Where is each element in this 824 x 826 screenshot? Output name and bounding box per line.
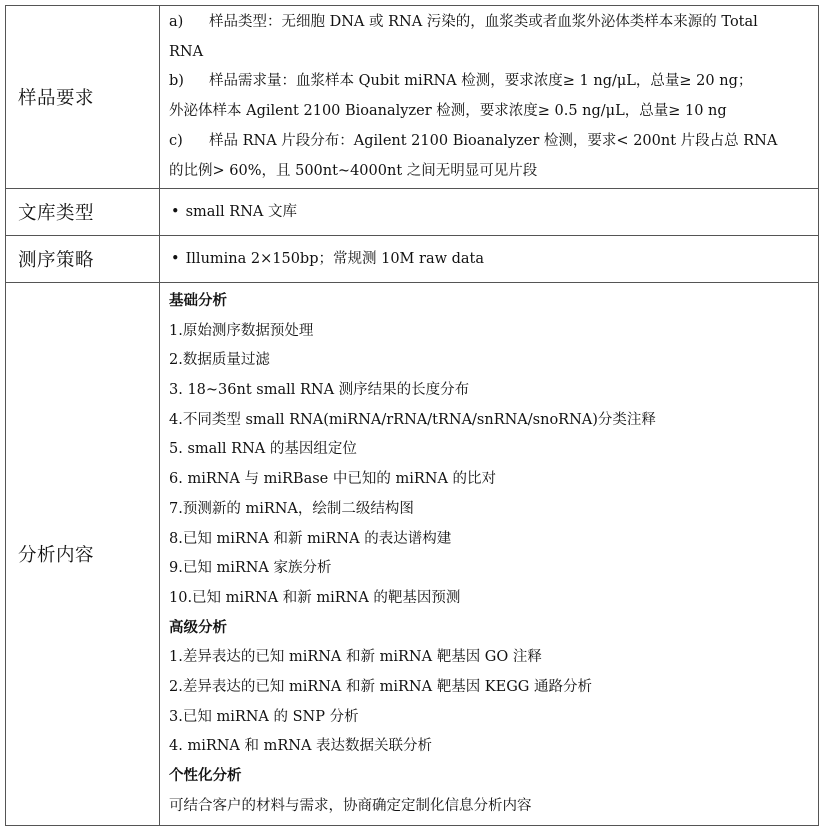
custom-analysis-heading: 个性化分析	[169, 768, 242, 785]
fragment-distribution-text: 样品 RNA 片段分布：Agilent 2100 Bioanalyzer 检测，要求< 200nt 片段占总 RNA	[209, 132, 778, 149]
advanced-item: 3.已知 miRNA 的 SNP 分析	[169, 708, 359, 725]
bullet-icon: •	[171, 204, 180, 221]
spec-table	[5, 5, 819, 826]
row-library-type	[6, 189, 819, 236]
custom-analysis-text: 可结合客户的材料与需求，协商确定定制化信息分析内容	[169, 797, 532, 814]
label-sequencing-strategy: 测序策略	[6, 236, 160, 283]
bullet-icon: •	[171, 251, 180, 268]
advanced-item: 2.差异表达的已知 miRNA 和新 miRNA 靶基因 KEGG 通路分析	[169, 679, 592, 696]
advanced-item: 1.差异表达的已知 miRNA 和新 miRNA 靶基因 GO 注释	[169, 649, 542, 666]
item-marker: a)	[169, 14, 184, 30]
label-sample-requirements: 样品要求	[6, 6, 160, 189]
item-marker: b)	[169, 73, 184, 90]
advanced-analysis-heading: 高级分析	[169, 619, 227, 636]
sample-amount-line-1	[169, 67, 812, 97]
sequencing-strategy-value: Illumina 2×150bp；常规测 10M raw data	[185, 251, 485, 268]
sample-amount-text: 样品需求量：血浆样本 Qubit miRNA 检测，要求浓度≥ 1 ng/μL，总量≥ 20 ng；	[209, 73, 753, 90]
basic-item: 4.不同类型 small RNA(miRNA/rRNA/tRNA/snRNA/snoRNA)分类注释	[169, 411, 656, 428]
basic-item: 10.已知 miRNA 和新 miRNA 的靶基因预测	[169, 589, 461, 606]
sequencing-strategy-content	[160, 236, 819, 283]
sample-type-line-2: RNA	[169, 43, 204, 60]
basic-analysis-heading: 基础分析	[169, 292, 227, 309]
label-analysis-content: 分析内容	[6, 283, 160, 826]
sample-requirements-content	[160, 6, 819, 189]
fragment-distribution-line-2: 的比例> 60%，且 500nt~4000nt 之间无明显可见片段	[169, 162, 538, 179]
basic-item: 6. miRNA 与 miRBase 中已知的 miRNA 的比对	[169, 471, 497, 488]
basic-item: 3. 18~36nt small RNA 测序结果的长度分布	[169, 382, 470, 398]
row-sample-requirements	[6, 6, 819, 189]
basic-item: 1.原始测序数据预处理	[169, 322, 314, 339]
basic-item: 5. small RNA 的基因组定位	[169, 441, 357, 458]
basic-item: 8.已知 miRNA 和新 miRNA 的表达谱构建	[169, 530, 452, 547]
basic-item: 7.预测新的 miRNA，绘制二级结构图	[169, 500, 414, 517]
sample-type-line-1	[169, 8, 812, 38]
label-library-type: 文库类型	[6, 189, 160, 236]
basic-item: 2.数据质量过滤	[169, 352, 270, 369]
fragment-distribution-line-1	[169, 127, 812, 157]
library-type-content	[160, 189, 819, 236]
row-sequencing-strategy	[6, 236, 819, 283]
item-marker: c)	[169, 132, 183, 149]
analysis-content	[160, 283, 819, 826]
advanced-item: 4. miRNA 和 mRNA 表达数据关联分析	[169, 738, 433, 755]
sample-amount-line-2: 外泌体样本 Agilent 2100 Bioanalyzer 检测，要求浓度≥ 0.5 ng/μL，总量≥ 10 ng	[169, 103, 727, 120]
library-type-value: small RNA 文库	[185, 204, 297, 221]
sample-type-text: 样品类型：无细胞 DNA 或 RNA 污染的，血浆类或者血浆外泌体类样本来源的 Total	[209, 14, 758, 30]
basic-item: 9.已知 miRNA 家族分析	[169, 560, 332, 577]
row-analysis-content	[6, 283, 819, 826]
